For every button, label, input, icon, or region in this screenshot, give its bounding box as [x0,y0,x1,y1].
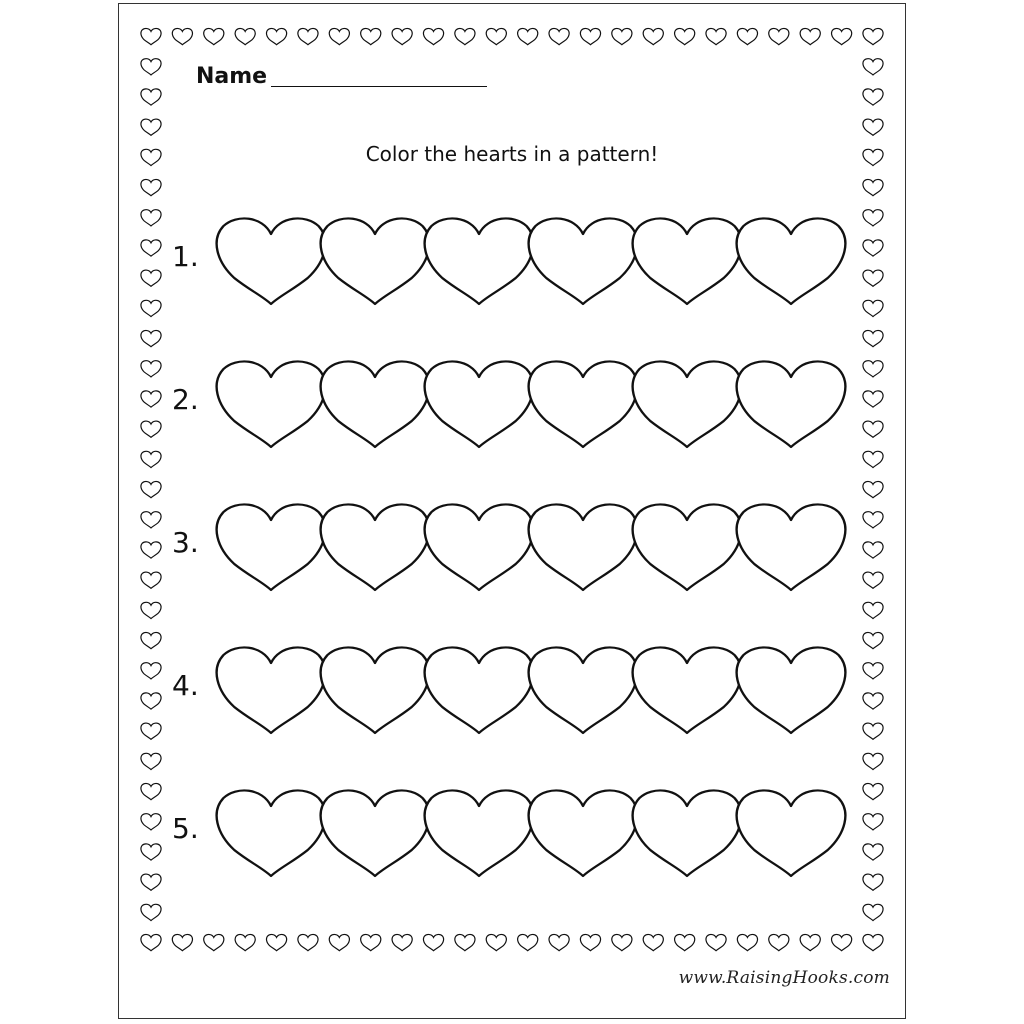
heart-4-1[interactable] [217,647,326,733]
heart-3-5[interactable] [633,504,742,590]
heart-3-3[interactable] [425,504,534,590]
heart-5-1[interactable] [217,790,326,876]
row-number-2: 2. [172,383,199,416]
row-number-3: 3. [172,526,199,559]
heart-5-2[interactable] [321,790,430,876]
heart-1-2[interactable] [321,218,430,304]
heart-5-6[interactable] [737,790,846,876]
heart-4-6[interactable] [737,647,846,733]
heart-2-5[interactable] [633,361,742,447]
heart-5-4[interactable] [529,790,638,876]
website-watermark: www.RaisingHooks.com [678,968,890,988]
heart-2-6[interactable] [737,361,846,447]
heart-1-5[interactable] [633,218,742,304]
heart-1-6[interactable] [737,218,846,304]
heart-4-5[interactable] [633,647,742,733]
heart-5-5[interactable] [633,790,742,876]
heart-2-2[interactable] [321,361,430,447]
heart-3-4[interactable] [529,504,638,590]
instruction-text: Color the hearts in a pattern! [365,142,659,166]
heart-4-3[interactable] [425,647,534,733]
row-number-1: 1. [172,240,199,273]
name-label: Name [196,64,268,89]
heart-3-1[interactable] [217,504,326,590]
heart-4-2[interactable] [321,647,430,733]
heart-1-4[interactable] [529,218,638,304]
heart-4-4[interactable] [529,647,638,733]
row-number-4: 4. [172,669,199,702]
heart-2-3[interactable] [425,361,534,447]
heart-2-4[interactable] [529,361,638,447]
heart-3-2[interactable] [321,504,430,590]
heart-1-1[interactable] [217,218,326,304]
heart-5-3[interactable] [425,790,534,876]
heart-1-3[interactable] [425,218,534,304]
row-number-5: 5. [172,812,199,845]
heart-3-6[interactable] [737,504,846,590]
heart-2-1[interactable] [217,361,326,447]
